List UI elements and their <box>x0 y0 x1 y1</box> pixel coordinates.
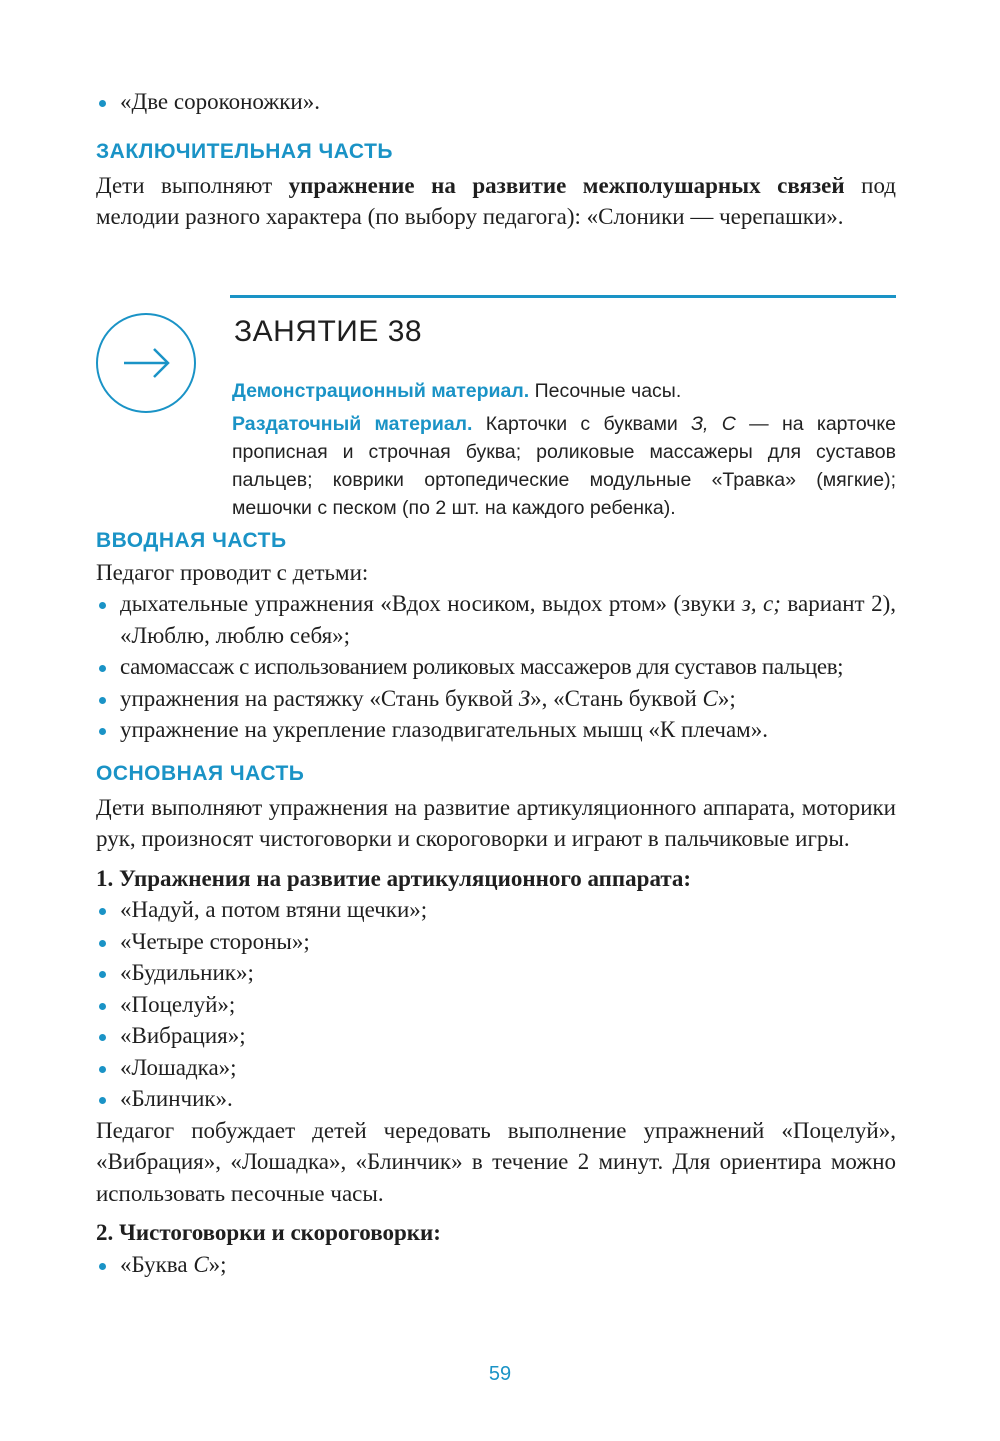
exercise-group-2-heading: 2. Чистоговорки и скороговорки: <box>96 1220 441 1245</box>
teacher-note: Педагог побуждает детей чередовать выполнение упражнений «Поцелуй», «Вибрация», «Лошадка», «Блинчик» в течение 2 минут. Для ориентира можно использовать песочные часы. <box>96 1117 896 1206</box>
list-item: самомассаж с использованием роликовых массажеров для суставов пальцев; <box>96 651 896 683</box>
intro-list <box>96 588 896 746</box>
page-content <box>96 86 896 1280</box>
page-number: 59 <box>488 1363 512 1385</box>
main-lead: Дети выполняют упражнения на развитие артикуляционного аппарата, моторики рук, произносят чистоговорки и скороговорки и играют в пальчиковые игры. <box>96 794 896 851</box>
bullet-icon <box>99 1097 106 1104</box>
lesson-title: ЗАНЯТИЕ 38 <box>234 314 423 348</box>
tongue-twister-list <box>96 1249 896 1281</box>
bullet-icon <box>99 1066 106 1073</box>
list-item: упражнения на растяжку «Стань буквой З», «Стань буквой С»; <box>96 683 896 715</box>
arrow-circle-icon <box>96 313 196 413</box>
bullet-icon <box>99 100 106 107</box>
bullet-icon <box>99 665 106 672</box>
list-item: «Поцелуй»; <box>96 989 896 1021</box>
bullet-icon <box>99 1034 106 1041</box>
list-item: «Блинчик». <box>96 1083 896 1115</box>
articulation-list <box>96 894 896 1115</box>
list-item: «Буква С»; <box>96 1249 896 1281</box>
bullet-icon <box>99 602 106 609</box>
final-section-heading: ЗАКЛЮЧИТЕЛЬНАЯ ЧАСТЬ <box>96 139 393 163</box>
list-item: упражнение на укрепление глазодвигательных мышц «К плечам». <box>96 714 896 746</box>
list-item: «Четыре стороны»; <box>96 926 896 958</box>
bullet-icon <box>99 728 106 735</box>
bullet-icon <box>99 971 106 978</box>
bullet-icon <box>99 1003 106 1010</box>
main-section-heading: ОСНОВНАЯ ЧАСТЬ <box>96 761 305 785</box>
intro-section-heading: ВВОДНАЯ ЧАСТЬ <box>96 528 287 552</box>
list-item: «Будильник»; <box>96 957 896 989</box>
bullet-icon <box>99 697 106 704</box>
bullet-icon <box>99 1263 106 1270</box>
bullet-icon <box>99 940 106 947</box>
list-item: дыхательные упражнения «Вдох носиком, выдох ртом» (звуки з, с; вариант 2), «Люблю, люблю себя»; <box>96 588 896 651</box>
lesson-materials <box>232 377 896 522</box>
bullet-icon <box>99 908 106 915</box>
lesson-divider <box>230 295 896 298</box>
list-item: «Две сороконожки». <box>96 86 896 118</box>
intro-lead: Педагог проводит с детьми: <box>96 559 369 585</box>
demo-material: Демонстрационный материал. Песочные часы. <box>232 379 682 402</box>
lesson-header <box>96 295 896 527</box>
list-item: «Вибрация»; <box>96 1020 896 1052</box>
list-item: «Лошадка»; <box>96 1052 896 1084</box>
list-item: «Надуй, а потом втяни щечки»; <box>96 894 896 926</box>
final-section-text: Дети выполняют упражнение на развитие межполушарных связей под мелодии разного характера (по выбору педагога): «Слоники — черепашки». <box>96 172 896 229</box>
handout-material: Раздаточный материал. Карточки с буквами З, С — на карточке прописная и строчная буква; роликовые массажеры для суставов пальцев; коврики ортопедические модульные «Травка» (мягкие); мешочки с песком (по 2 шт. на каждого ребенка). <box>232 412 896 519</box>
exercise-group-1-heading: 1. Упражнения на развитие артикуляционного аппарата: <box>96 865 692 891</box>
top-list <box>96 86 896 118</box>
